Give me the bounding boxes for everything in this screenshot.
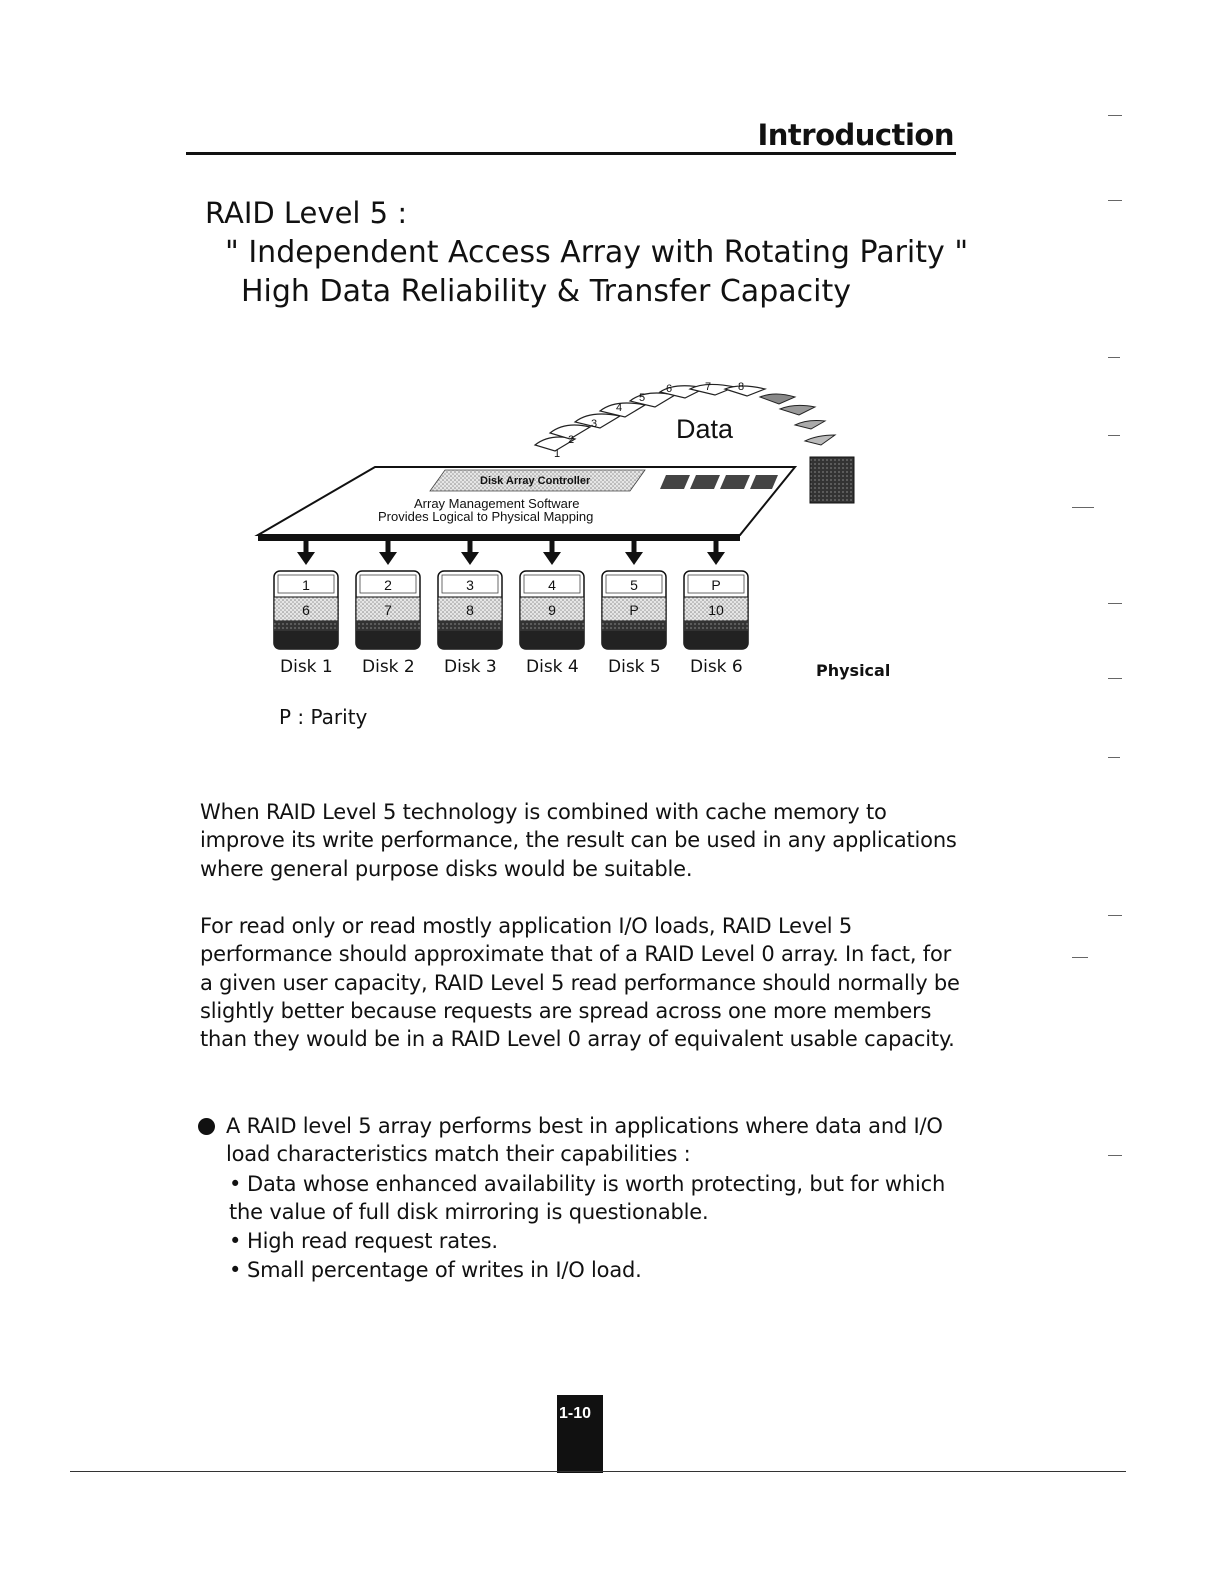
arrow-head <box>625 552 643 565</box>
parity-note: P : Parity <box>279 705 368 729</box>
data-block-number: 8 <box>738 381 745 393</box>
disk-base-top <box>438 621 502 631</box>
sub-item-text: Small percentage of writes in I/O load. <box>247 1258 642 1282</box>
software-label: Array Management Software <box>414 496 580 511</box>
software-label-2: Provides Logical to Physical Mapping <box>378 509 594 524</box>
disk-block-label: P <box>711 577 721 593</box>
server-icon <box>810 457 854 503</box>
disk-block-label: 6 <box>302 602 310 618</box>
margin-mark <box>1108 678 1122 679</box>
sub-item <box>229 1256 949 1284</box>
arrow-head <box>297 552 315 565</box>
data-block <box>780 405 815 415</box>
margin-mark <box>1108 435 1120 436</box>
margin-mark <box>1108 115 1122 116</box>
margin-mark <box>1108 757 1120 758</box>
disk-block-label: 7 <box>384 602 392 618</box>
disk-group <box>274 538 748 649</box>
bullet-item: A RAID level 5 array performs best in applications where data and I/O load characteristics match their capabilities : <box>226 1114 943 1167</box>
arrow-head <box>543 552 561 565</box>
disk-label: Disk 6 <box>690 657 743 677</box>
controller-label: Disk Array Controller <box>480 475 591 487</box>
data-block <box>795 421 825 430</box>
margin-mark <box>1108 357 1120 358</box>
sub-item <box>229 1227 949 1255</box>
disk-base-top <box>356 621 420 631</box>
board-edge <box>258 535 740 541</box>
page-subtitle: " Independent Access Array with Rotating Parity " <box>225 235 969 270</box>
disk-base-top <box>684 621 748 631</box>
sub-bullet-dot: • <box>229 1229 242 1253</box>
margin-mark <box>1072 957 1088 958</box>
disk-base-top <box>602 621 666 631</box>
margin-mark <box>1072 507 1094 508</box>
disk-label: Disk 3 <box>444 657 497 677</box>
disk-base-top <box>520 621 584 631</box>
disk-block-label: 5 <box>630 577 638 593</box>
disk-block-label: 9 <box>548 602 556 618</box>
footer-rule <box>70 1471 1126 1472</box>
disk-block-label: 4 <box>548 577 556 593</box>
page-subtitle-2: High Data Reliability & Transfer Capacity <box>241 274 851 309</box>
disk-block-label: 2 <box>384 577 392 593</box>
data-block-number: 6 <box>666 383 673 395</box>
disk-block-label: 1 <box>302 577 310 593</box>
data-block <box>805 435 835 445</box>
sub-item-text: Data whose enhanced availability is worth protecting, but for which the value of full disk mirroring is questionable. <box>229 1172 946 1225</box>
disk-block-label: P <box>629 602 639 618</box>
paragraph-2: For read only or read mostly application I/O loads, RAID Level 5 performance should approximate that of a RAID Level 0 array. In fact, for a given user capacity, RAID Level 5 read performance should normally be slightly better because requests are spread across one more members than they would be in a RAID Level 0 array of equivalent usable capacity. <box>200 914 960 1052</box>
paragraph-1: When RAID Level 5 technology is combined with cache memory to improve its write performance, the result can be used in any applications where general purpose disks would be suitable. <box>200 800 957 881</box>
disk-block-label: 8 <box>466 602 474 618</box>
header-rule <box>186 152 956 155</box>
page-number: 1-10 <box>559 1405 592 1422</box>
data-block <box>760 394 795 404</box>
disk-block-label: 3 <box>466 577 474 593</box>
data-label: Data <box>676 414 734 444</box>
data-block-number: 7 <box>705 381 712 393</box>
disk-label: Disk 1 <box>280 657 333 677</box>
disk-base-top <box>274 621 338 631</box>
margin-mark <box>1108 1155 1122 1156</box>
arrow-head <box>379 552 397 565</box>
page-title: RAID Level 5 : <box>205 196 408 230</box>
disk-label: Disk 4 <box>526 657 579 677</box>
disk-block-label: 10 <box>708 602 724 618</box>
data-block-number: 4 <box>616 402 623 414</box>
disk-label: Disk 2 <box>362 657 415 677</box>
physical-label: Physical <box>816 661 891 680</box>
sub-item <box>229 1170 949 1227</box>
arrow-head <box>707 552 725 565</box>
data-block-number: 1 <box>554 448 561 460</box>
data-block-number: 5 <box>639 392 646 404</box>
margin-mark <box>1108 200 1122 201</box>
sub-item-text: High read request rates. <box>247 1229 498 1253</box>
disk-label: Disk 5 <box>608 657 661 677</box>
margin-mark <box>1108 915 1122 916</box>
data-block-number: 3 <box>591 418 598 430</box>
data-block <box>725 386 765 396</box>
sub-bullet-dot: • <box>229 1172 242 1196</box>
raid5-diagram <box>250 375 870 660</box>
section-title: Introduction <box>757 118 954 152</box>
data-block-number: 2 <box>568 434 575 446</box>
sub-bullet-dot: • <box>229 1258 242 1282</box>
margin-mark <box>1108 603 1122 604</box>
bullet-dot <box>198 1118 215 1135</box>
arrow-head <box>461 552 479 565</box>
